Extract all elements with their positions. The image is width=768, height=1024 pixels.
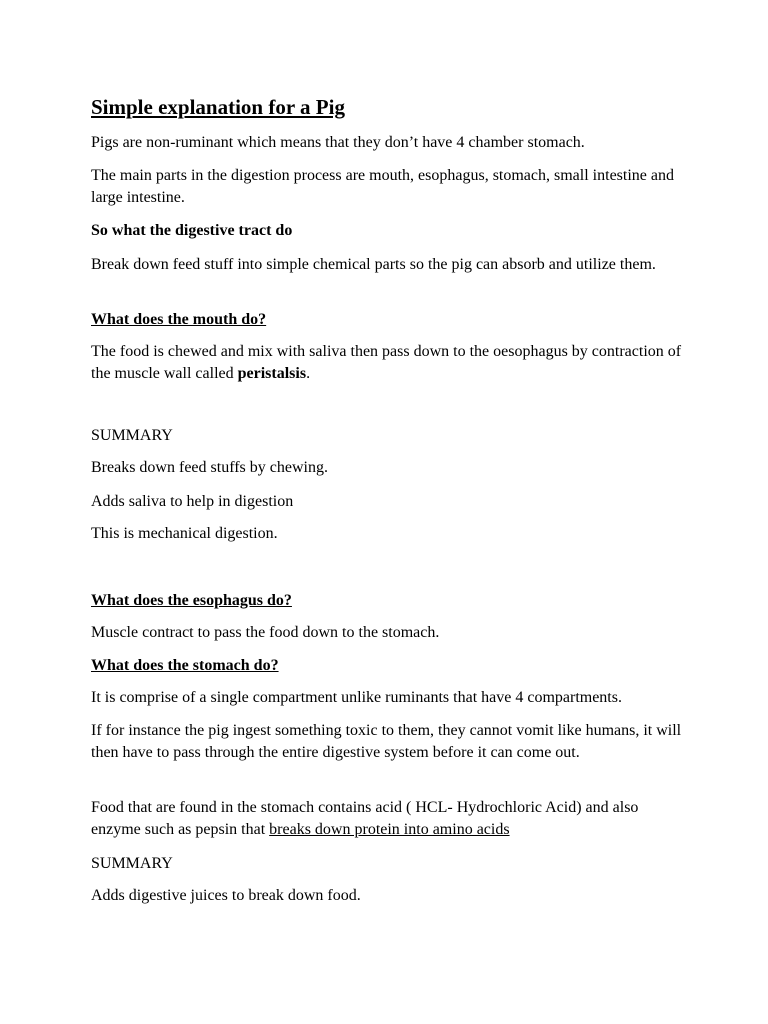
amino-acids-underlined: breaks down protein into amino acids [269,821,510,838]
paragraph-mouth-text: The food is chewed and mix with saliva then pass down to the oesophagus by contraction of the muscle wall called [91,343,682,382]
paragraph-mouth-end: . [306,365,311,382]
summary-item: Adds digestive juices to break down food. [91,887,361,904]
heading-digestive-tract: So what the digestive tract do [91,222,293,239]
paragraph-acid-text: Food that are found in the stomach contains acid ( HCL- Hydrochloric Acid) and also enzyme such as pepsin that [91,799,639,838]
paragraph-compartment: It is comprise of a single compartment unlike ruminants that have 4 compartments. [91,689,622,706]
summary-item: Adds saliva to help in digestion [91,493,294,510]
summary-item: Breaks down feed stuffs by chewing. [91,459,328,476]
peristalsis-term: peristalsis [237,365,307,382]
heading-esophagus: What does the esophagus do? [91,592,292,609]
paragraph-acid [91,797,691,841]
heading-stomach: What does the stomach do? [91,657,279,674]
summary-label-mouth: SUMMARY [91,427,173,444]
paragraph-non-ruminant: Pigs are non-ruminant which means that they don’t have 4 chamber stomach. [91,134,585,151]
summary-label-stomach: SUMMARY [91,855,173,872]
paragraph-main-parts: The main parts in the digestion process are mouth, esophagus, stomach, small intestine and large intestine. [91,167,674,206]
heading-mouth: What does the mouth do? [91,311,267,328]
document-title: Simple explanation for a Pig [91,95,345,119]
paragraph-break-down: Break down feed stuff into simple chemical parts so the pig can absorb and utilize them. [91,256,656,273]
summary-item: This is mechanical digestion. [91,525,278,542]
paragraph-esophagus: Muscle contract to pass the food down to the stomach. [91,624,440,641]
paragraph-mouth [91,341,691,385]
paragraph-toxic: If for instance the pig ingest something toxic to them, they cannot vomit like humans, it will then have to pass through the entire digestive system before it can come out. [91,722,682,761]
